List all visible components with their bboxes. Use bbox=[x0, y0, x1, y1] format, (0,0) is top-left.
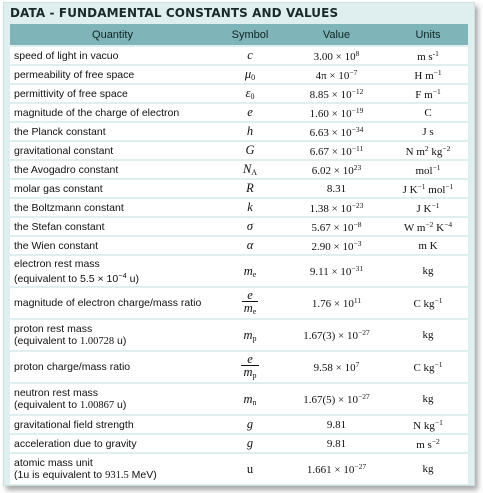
symbol: m bbox=[243, 391, 253, 406]
quantity-label: proton charge/mass ratio bbox=[14, 361, 131, 373]
symbol-fraction: $\frac{e}{m_p}$ bbox=[243, 351, 257, 380]
quantity-cell bbox=[10, 255, 215, 287]
value-cell: $8.85 \times 10^{-12}$ bbox=[285, 84, 388, 103]
quantity-cell bbox=[10, 179, 215, 198]
units-cell: C $kg^{-1}$ bbox=[388, 287, 468, 319]
quantity-label: proton rest mass bbox=[14, 322, 93, 335]
symbol: ε bbox=[245, 86, 251, 100]
quantity-cell bbox=[10, 46, 215, 65]
header-symbol: Symbol bbox=[215, 24, 285, 46]
table-row bbox=[10, 351, 468, 383]
units-cell: F $m^{-1}$ bbox=[388, 84, 468, 103]
units-cell: mol$^{-1}$ bbox=[388, 160, 468, 179]
quantity-cell bbox=[10, 198, 215, 217]
value-cell: $1.67(3) \times 10^{-27}$ bbox=[285, 319, 388, 351]
symbol-cell bbox=[215, 217, 285, 236]
value-cell: $6.67 \times 10^{-11}$ bbox=[285, 141, 388, 160]
quantity-label: permeability of free space bbox=[14, 68, 135, 81]
quantity-note: (equivalent to 1.00867 u) bbox=[14, 398, 127, 411]
symbol: α bbox=[246, 238, 254, 252]
symbol-cell bbox=[215, 236, 285, 255]
units-cell: m K bbox=[388, 236, 468, 255]
symbol-cell bbox=[215, 179, 285, 198]
quantity-label: the Stefan constant bbox=[14, 220, 105, 233]
table-row bbox=[10, 383, 468, 415]
symbol-cell: $m_p$ bbox=[215, 319, 285, 351]
quantity-cell bbox=[10, 236, 215, 255]
symbol-cell bbox=[215, 453, 285, 484]
quantity-label: gravitational field strength bbox=[14, 418, 134, 431]
value-cell: $2.90 \times 10^{-3}$ bbox=[285, 236, 388, 255]
quantity-cell bbox=[10, 122, 215, 141]
value-cell: $9.11 \times 10^{-31}$ bbox=[285, 255, 388, 287]
symbol-cell: $N_A$ bbox=[215, 160, 285, 179]
units-cell: kg bbox=[388, 255, 468, 287]
header-quantity: Quantity bbox=[10, 24, 215, 46]
quantity-cell bbox=[10, 415, 215, 434]
symbol-cell bbox=[215, 434, 285, 453]
symbol-cell bbox=[215, 351, 285, 383]
units-cell: C $kg^{-1}$ bbox=[388, 351, 468, 383]
quantity-cell bbox=[10, 141, 215, 160]
symbol: u bbox=[246, 461, 254, 476]
quantity-note: (1u is equivalent to 931.5 MeV) bbox=[14, 468, 157, 481]
symbol-cell bbox=[215, 103, 285, 122]
units-cell: m $s^{-1}$ bbox=[388, 46, 468, 65]
symbol-cell: $m_e$ bbox=[215, 255, 285, 287]
value-cell: $9.58 \times 10^7$ bbox=[285, 351, 388, 383]
quantity-label: acceleration due to gravity bbox=[14, 437, 137, 450]
symbol-cell: $m_n$ bbox=[215, 383, 285, 415]
symbol-cell: $\varepsilon_0$ bbox=[215, 84, 285, 103]
quantity-cell bbox=[10, 84, 215, 103]
value-cell: 8.31 bbox=[285, 179, 388, 198]
value-cell: $5.67 \times 10^{-8}$ bbox=[285, 217, 388, 236]
value-cell: 9.81 bbox=[285, 434, 388, 453]
quantity-label: the Boltzmann constant bbox=[14, 201, 124, 214]
symbol-cell bbox=[215, 198, 285, 217]
units-cell: kg bbox=[388, 319, 468, 351]
quantity-cell bbox=[10, 217, 215, 236]
table-row bbox=[10, 415, 468, 434]
quantity-label: electron rest mass bbox=[14, 257, 100, 270]
quantity-label: magnitude of electron charge/mass ratio bbox=[14, 297, 202, 309]
symbol-fraction: $\frac{e}{m_e}$ bbox=[243, 287, 257, 316]
symbol: G bbox=[245, 143, 255, 157]
quantity-label: molar gas constant bbox=[14, 182, 103, 195]
table-row bbox=[10, 255, 468, 287]
page-title: DATA - FUNDAMENTAL CONSTANTS AND VALUES bbox=[10, 6, 339, 20]
value-cell: $1.60 \times 10^{-19}$ bbox=[285, 103, 388, 122]
symbol-cell bbox=[215, 122, 285, 141]
quantity-note: (equivalent to 1.00728 u) bbox=[14, 334, 127, 347]
table-row bbox=[10, 453, 468, 484]
symbol: N bbox=[242, 162, 252, 176]
quantity-label: permittivity of free space bbox=[14, 87, 128, 100]
value-cell: $6.63 \times 10^{-34}$ bbox=[285, 122, 388, 141]
symbol-cell bbox=[215, 46, 285, 65]
units-cell: H $m^{-1}$ bbox=[388, 65, 468, 84]
table-row bbox=[10, 319, 468, 351]
symbol: k bbox=[247, 200, 253, 214]
units-cell: J $K^{-1}$ bbox=[388, 198, 468, 217]
symbol: m bbox=[243, 263, 253, 278]
symbol: c bbox=[247, 48, 253, 62]
header-units: Units bbox=[388, 24, 468, 46]
quantity-label: atomic mass unit bbox=[14, 456, 93, 469]
quantity-label: the Planck constant bbox=[14, 125, 106, 138]
header-value: Value bbox=[285, 24, 388, 46]
table-header-row bbox=[10, 24, 468, 46]
constants-card bbox=[3, 2, 475, 486]
units-cell: J $K^{-1}$ mol$^{-1}$ bbox=[388, 179, 468, 198]
symbol: e bbox=[247, 105, 253, 119]
symbol: R bbox=[246, 181, 254, 195]
value-cell: $6.02 \times 10^{23}$ bbox=[285, 160, 388, 179]
quantity-label: speed of light in vacuo bbox=[14, 49, 119, 62]
quantity-cell bbox=[10, 287, 215, 319]
units-cell: kg bbox=[388, 453, 468, 484]
table-row bbox=[10, 236, 468, 255]
units-cell: N $kg^{-1}$ bbox=[388, 415, 468, 434]
symbol: μ bbox=[244, 67, 252, 81]
table-row bbox=[10, 217, 468, 236]
symbol-cell: $\mu_0$ bbox=[215, 65, 285, 84]
units-cell: W $m^{-2}$ $K^{-4}$ bbox=[388, 217, 468, 236]
table-row bbox=[10, 84, 468, 103]
symbol-cell bbox=[215, 287, 285, 319]
quantity-label: the Wien constant bbox=[14, 239, 99, 252]
units-cell: C bbox=[388, 103, 468, 122]
value-cell: $1.76 \times 10^{11}$ bbox=[285, 287, 388, 319]
symbol: m bbox=[243, 327, 253, 342]
table-row bbox=[10, 103, 468, 122]
symbol: g bbox=[246, 436, 254, 450]
quantity-cell bbox=[10, 453, 215, 484]
symbol: σ bbox=[246, 219, 254, 233]
units-cell: N $m^2$ $kg^{-2}$ bbox=[388, 141, 468, 160]
table-row bbox=[10, 122, 468, 141]
value-cell: $3.00 \times 10^8$ bbox=[285, 46, 388, 65]
table-row bbox=[10, 179, 468, 198]
table-row bbox=[10, 141, 468, 160]
symbol: g bbox=[246, 417, 254, 431]
symbol-cell bbox=[215, 141, 285, 160]
quantity-label: the Avogadro constant bbox=[14, 163, 119, 176]
table-row bbox=[10, 160, 468, 179]
quantity-cell bbox=[10, 103, 215, 122]
quantity-label: neutron rest mass bbox=[14, 386, 99, 399]
units-cell: J s bbox=[388, 122, 468, 141]
units-cell: kg bbox=[388, 383, 468, 415]
quantity-note: (equivalent to $5.5 \times 10^{-4}$ u) bbox=[14, 270, 140, 285]
quantity-cell bbox=[10, 434, 215, 453]
table-row bbox=[10, 198, 468, 217]
table-row bbox=[10, 287, 468, 319]
value-cell: $1.67(5) \times 10^{-27}$ bbox=[285, 383, 388, 415]
value-cell: $1.38 \times 10^{-23}$ bbox=[285, 198, 388, 217]
units-cell: m $s^{-2}$ bbox=[388, 434, 468, 453]
quantity-cell bbox=[10, 160, 215, 179]
quantity-cell bbox=[10, 351, 215, 383]
quantity-label: magnitude of the charge of electron bbox=[14, 106, 180, 119]
quantity-cell bbox=[10, 383, 215, 415]
symbol-cell bbox=[215, 415, 285, 434]
table-row bbox=[10, 434, 468, 453]
value-cell: $4\pi \times 10^{-7}$ bbox=[285, 65, 388, 84]
value-cell: 9.81 bbox=[285, 415, 388, 434]
table-row bbox=[10, 46, 468, 65]
value-cell: $1.661 \times 10^{-27}$ bbox=[285, 453, 388, 484]
quantity-cell bbox=[10, 319, 215, 351]
constants-table bbox=[10, 24, 468, 484]
symbol: h bbox=[246, 124, 254, 138]
table-row bbox=[10, 65, 468, 84]
quantity-label: gravitational constant bbox=[14, 144, 114, 157]
quantity-cell bbox=[10, 65, 215, 84]
